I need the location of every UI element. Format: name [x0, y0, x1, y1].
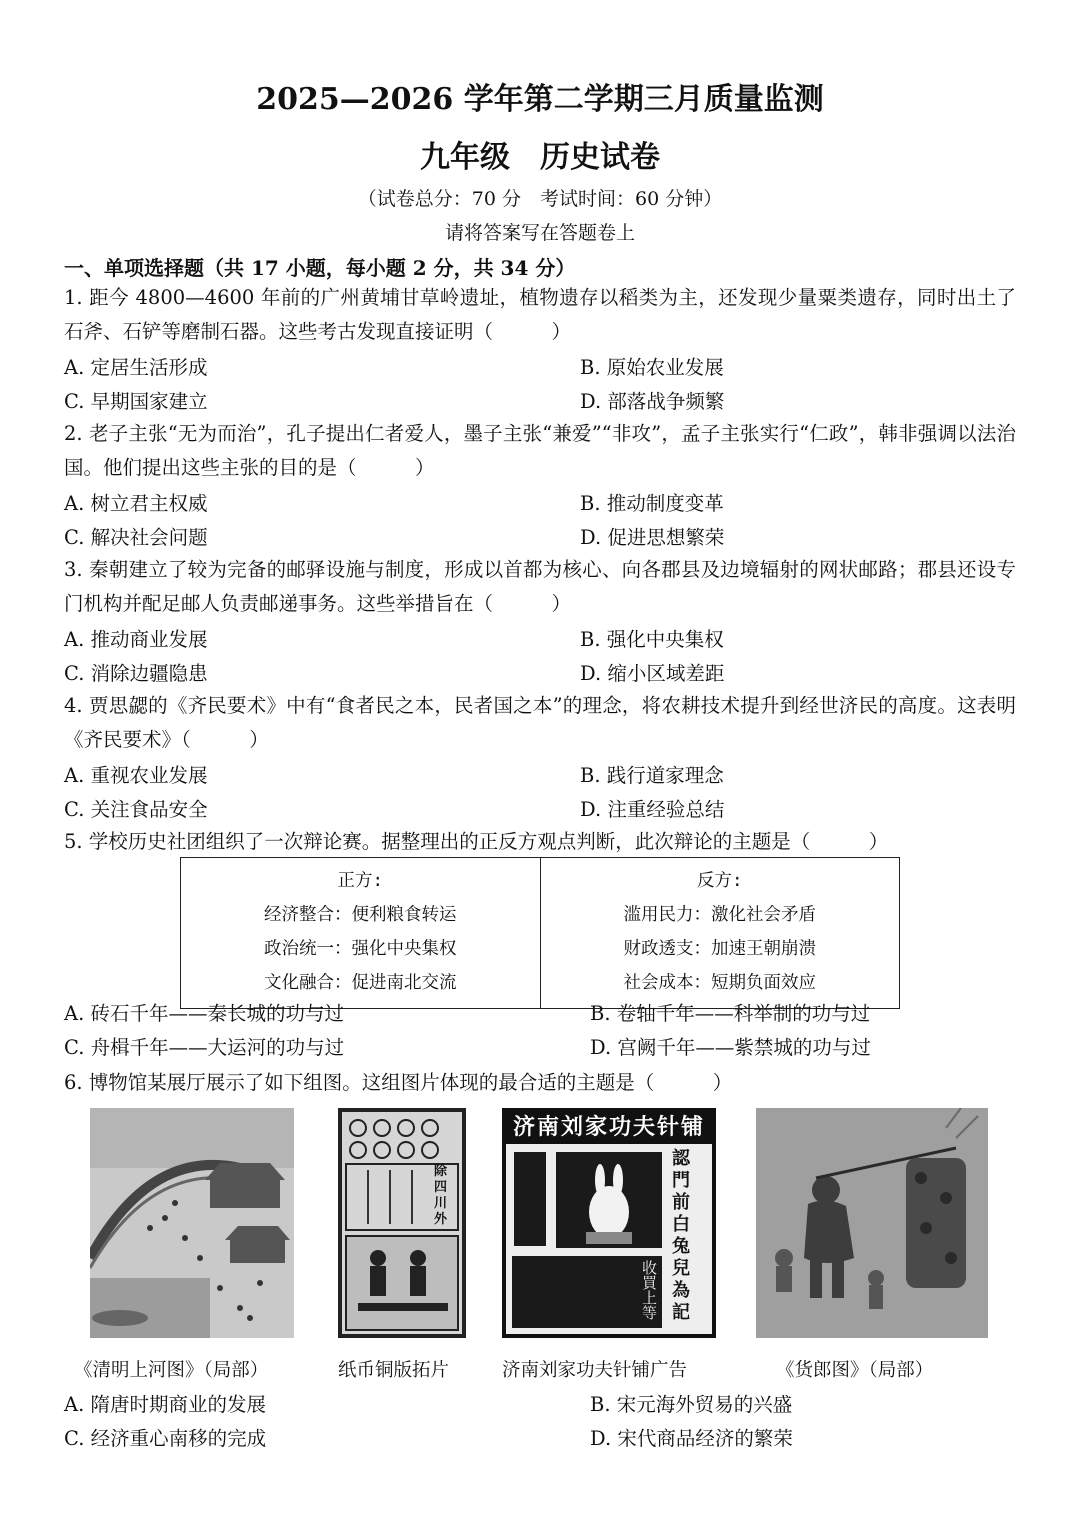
- option-a: A. 重视农业发展: [64, 764, 208, 787]
- option-d: D. 缩小区域差距: [580, 662, 725, 685]
- option-a: A. 砖石千年——秦长城的功与过: [64, 1002, 344, 1025]
- option-c: C. 早期国家建立: [64, 390, 208, 413]
- option-c: C. 解决社会问题: [64, 526, 208, 549]
- question-stem: 6. 博物馆某展厅展示了如下组图。这组图片体现的最合适的主题是（ ）: [64, 1071, 733, 1094]
- ad-body-text: 收買上等: [512, 1256, 662, 1328]
- figure-caption: 《清明上河图》（局部）: [74, 1360, 269, 1381]
- pro-point: 经济整合：便利粮食转运: [264, 905, 457, 925]
- exam-subtitle: 九年级 历史试卷: [420, 140, 660, 175]
- option-a: A. 推动商业发展: [64, 628, 208, 651]
- option-c: C. 关注食品安全: [64, 798, 208, 821]
- con-header: 反方:: [696, 871, 743, 891]
- figure-caption: 纸币铜版拓片: [338, 1360, 450, 1381]
- figure-caption: 《货郎图》（局部）: [776, 1360, 934, 1381]
- qingming-painting-image: [90, 1108, 294, 1338]
- pro-point: 政治统一：强化中央集权: [264, 939, 457, 959]
- con-point: 社会成本：短期负面效应: [623, 973, 816, 993]
- option-d: D. 部落战争频繁: [580, 390, 725, 413]
- huolang-painting-image: [756, 1108, 988, 1338]
- option-a: A. 树立君主权威: [64, 492, 208, 515]
- option-d: D. 宫阙千年——紫禁城的功与过: [590, 1036, 871, 1059]
- exam-meta: （试卷总分：70 分 考试时间：60 分钟）: [357, 188, 723, 210]
- option-b: B. 践行道家理念: [580, 764, 724, 787]
- question-stem: 3. 秦朝建立了较为完备的邮驿设施与制度，形成以首都为核心、向各郡县及边境辐射的网状邮路；郡县还设专门机构并配足邮人负责邮递事务。这些举措旨在（ ）: [64, 558, 1016, 615]
- option-b: B. 推动制度变革: [580, 492, 724, 515]
- banknote-inscription: 除四川外: [434, 1164, 448, 1227]
- ad-banner-text: 济南刘家功夫针铺: [506, 1112, 712, 1144]
- option-d: D. 宋代商品经济的繁荣: [590, 1427, 793, 1450]
- question-stem: 5. 学校历史社团组织了一次辩论赛。据整理出的正反方观点判断，此次辩论的主题是（ ）: [64, 830, 889, 853]
- pro-column: [181, 858, 541, 1009]
- option-b: B. 强化中央集权: [580, 628, 724, 651]
- option-a: A. 隋唐时期商业的发展: [64, 1393, 266, 1416]
- exam-instruction: 请将答案写在答题卷上: [444, 222, 635, 244]
- option-c: C. 经济重心南移的完成: [64, 1427, 267, 1450]
- question-stem: 4. 贾思勰的《齐民要术》中有“食者民之本，民者国之本”的理念，将农耕技术提升到经世济民的高度。这表明《齐民要术》（ ）: [64, 694, 1016, 751]
- option-c: C. 舟楫千年——大运河的功与过: [64, 1036, 345, 1059]
- option-c: C. 消除边疆隐患: [64, 662, 208, 685]
- exam-title: 2025—2026 学年第二学期三月质量监测: [256, 82, 824, 117]
- figure-caption: 济南刘家功夫针铺广告: [502, 1360, 688, 1381]
- pro-header: 正方:: [337, 871, 384, 891]
- option-d: D. 注重经验总结: [580, 798, 725, 821]
- option-d: D. 促进思想繁荣: [580, 526, 725, 549]
- option-b: B. 卷轴千年——科举制的功与过: [590, 1002, 871, 1025]
- option-a: A. 定居生活形成: [64, 356, 208, 379]
- needle-shop-ad-image: [502, 1108, 716, 1338]
- con-point: 财政透支：加速王朝崩溃: [623, 939, 816, 959]
- debate-table: [180, 857, 900, 1009]
- ad-side-text: 認門前白兔兒為記: [672, 1148, 690, 1323]
- option-b: B. 宋元海外贸易的兴盛: [590, 1393, 793, 1416]
- section-title: 一、单项选择题（共 17 小题，每小题 2 分，共 34 分）: [64, 256, 576, 280]
- question-stem: 1. 距今 4800—4600 年前的广州黄埔甘草岭遗址，植物遗存以稻类为主，还发现少量粟类遗存，同时出土了石斧、石铲等磨制石器。这些考古发现直接证明（ ）: [64, 286, 1016, 343]
- con-point: 滥用民力：激化社会矛盾: [623, 905, 816, 925]
- con-column: [540, 858, 900, 1009]
- option-b: B. 原始农业发展: [580, 356, 724, 379]
- pro-point: 文化融合：促进南北交流: [264, 973, 457, 993]
- banknote-rubbing-image: [338, 1108, 466, 1338]
- question-stem: 2. 老子主张“无为而治”，孔子提出仁者爱人，墨子主张“兼爱”“非攻”，孟子主张实行“仁政”，韩非强调以法治国。他们提出这些主张的目的是（ ）: [64, 422, 1016, 479]
